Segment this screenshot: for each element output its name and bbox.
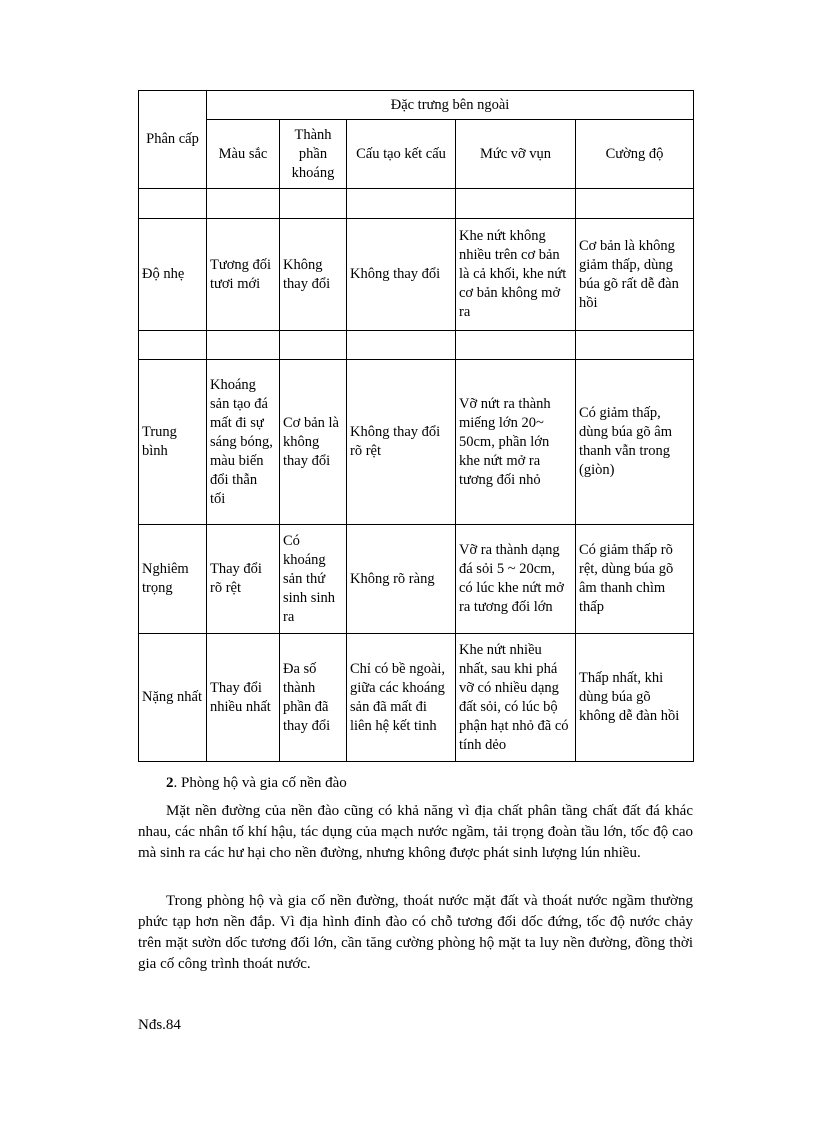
level-cell: Nặng nhất [139, 634, 207, 762]
index-cell [456, 331, 576, 360]
muc-vo-cell: Khe nứt không nhiều trên cơ bản là cả khối, khe nứt cơ bản không mở ra [456, 219, 576, 331]
index-row [139, 189, 694, 219]
cuong-do-cell: Thấp nhất, khi dùng búa gõ không dễ đàn hồi [576, 634, 694, 762]
index-cell [207, 189, 280, 219]
muc-vo-cell: Vỡ nứt ra thành miếng lớn 20~ 50cm, phần lớn khe nứt mở ra tương đối nhỏ [456, 360, 576, 525]
mau-sac-cell: Thay đổi rõ rệt [207, 525, 280, 634]
header-group: Đặc trưng bên ngoài [207, 91, 694, 120]
thanh-phan-cell: Không thay đổi [280, 219, 347, 331]
index-cell [207, 331, 280, 360]
thanh-phan-cell: Cơ bản là không thay đổi [280, 360, 347, 525]
table-row [139, 525, 694, 634]
index-cell [139, 189, 207, 219]
index-cell [456, 189, 576, 219]
thanh-phan-cell: Đa số thành phần đã thay đổi [280, 634, 347, 762]
index-cell [347, 189, 456, 219]
index-cell [347, 331, 456, 360]
cuong-do-cell: Có giảm thấp, dùng búa gõ âm thanh vẫn trong (giòn) [576, 360, 694, 525]
muc-vo-cell: Khe nứt nhiều nhất, sau khi phá vỡ có nhiều dạng đất sỏi, có lúc bộ phận hạt nhỏ đã có tính dẻo [456, 634, 576, 762]
table-row [139, 360, 694, 525]
header-cau-tao: Cấu tạo kết cấu [347, 120, 456, 189]
index-cell [576, 331, 694, 360]
section-number: 2 [166, 775, 174, 791]
body-paragraph: Trong phòng hộ và gia cố nền đường, thoát nước mặt đất và thoát nước ngầm thường phức tạp hơn nền đắp. Vì địa hình đỉnh đào có chỗ tương đối dốc đứng, tốc độ nước chảy trên mặt sườn dốc tương đối lớn, cần tăng cường phòng hộ mặt ta luy nền đường, đồng thời gia cố công trình thoát nước. [138, 893, 693, 972]
header-muc-vo: Mức vỡ vụn [456, 120, 576, 189]
thanh-phan-cell: Có khoáng sản thứ sinh sinh ra [280, 525, 347, 634]
table-row [139, 634, 694, 762]
cau-tao-cell: Không thay đổi [347, 219, 456, 331]
index-cell [576, 189, 694, 219]
weathering-classification-table [138, 90, 694, 762]
mau-sac-cell: Khoáng sản tạo đá mất đi sự sáng bóng, màu biến đổi thẫn tối [207, 360, 280, 525]
table-row [139, 219, 694, 331]
section-title: . Phòng hộ và gia cố nền đào [173, 775, 347, 791]
cau-tao-cell: Chỉ có bề ngoài, giữa các khoáng sản đã mất đi liên hệ kết tinh [347, 634, 456, 762]
cuong-do-cell: Có giảm thấp rõ rệt, dùng búa gõ âm thanh chìm thấp [576, 525, 694, 634]
level-cell: Nghiêm trọng [139, 525, 207, 634]
mau-sac-cell: Thay đổi nhiều nhất [207, 634, 280, 762]
index-cell [280, 189, 347, 219]
muc-vo-cell: Vỡ ra thành dạng đá sỏi 5 ~ 20cm, có lúc khe nứt mở ra tương đối lớn [456, 525, 576, 634]
mau-sac-cell: Tương đối tươi mới [207, 219, 280, 331]
header-cuong-do: Cường độ [576, 120, 694, 189]
index-cell [139, 331, 207, 360]
header-thanh-phan: Thành phần khoáng [280, 120, 347, 189]
cuong-do-cell: Cơ bản là không giảm thấp, dùng búa gõ rất dễ đàn hồi [576, 219, 694, 331]
page-footer: Nđs.84 [138, 1017, 181, 1033]
section-heading [166, 775, 347, 792]
header-phan-cap: Phân cấp [139, 91, 207, 189]
index-cell [280, 331, 347, 360]
level-cell: Độ nhẹ [139, 219, 207, 331]
index-row [139, 331, 694, 360]
cau-tao-cell: Không thay đổi rõ rệt [347, 360, 456, 525]
body-paragraph: Mặt nền đường của nền đào cũng có khả năng vì địa chất phân tầng chất đất đá khác nhau, các nhân tố khí hậu, tác dụng của mạch nước ngầm, tải trọng đoàn tầu lớn, tốc độ cao mà sinh ra các hư hại cho nền đường, nhưng không được phát sinh lượng lún nhiều. [138, 803, 693, 861]
cau-tao-cell: Không rõ ràng [347, 525, 456, 634]
level-cell: Trung bình [139, 360, 207, 525]
header-mau-sac: Màu sắc [207, 120, 280, 189]
